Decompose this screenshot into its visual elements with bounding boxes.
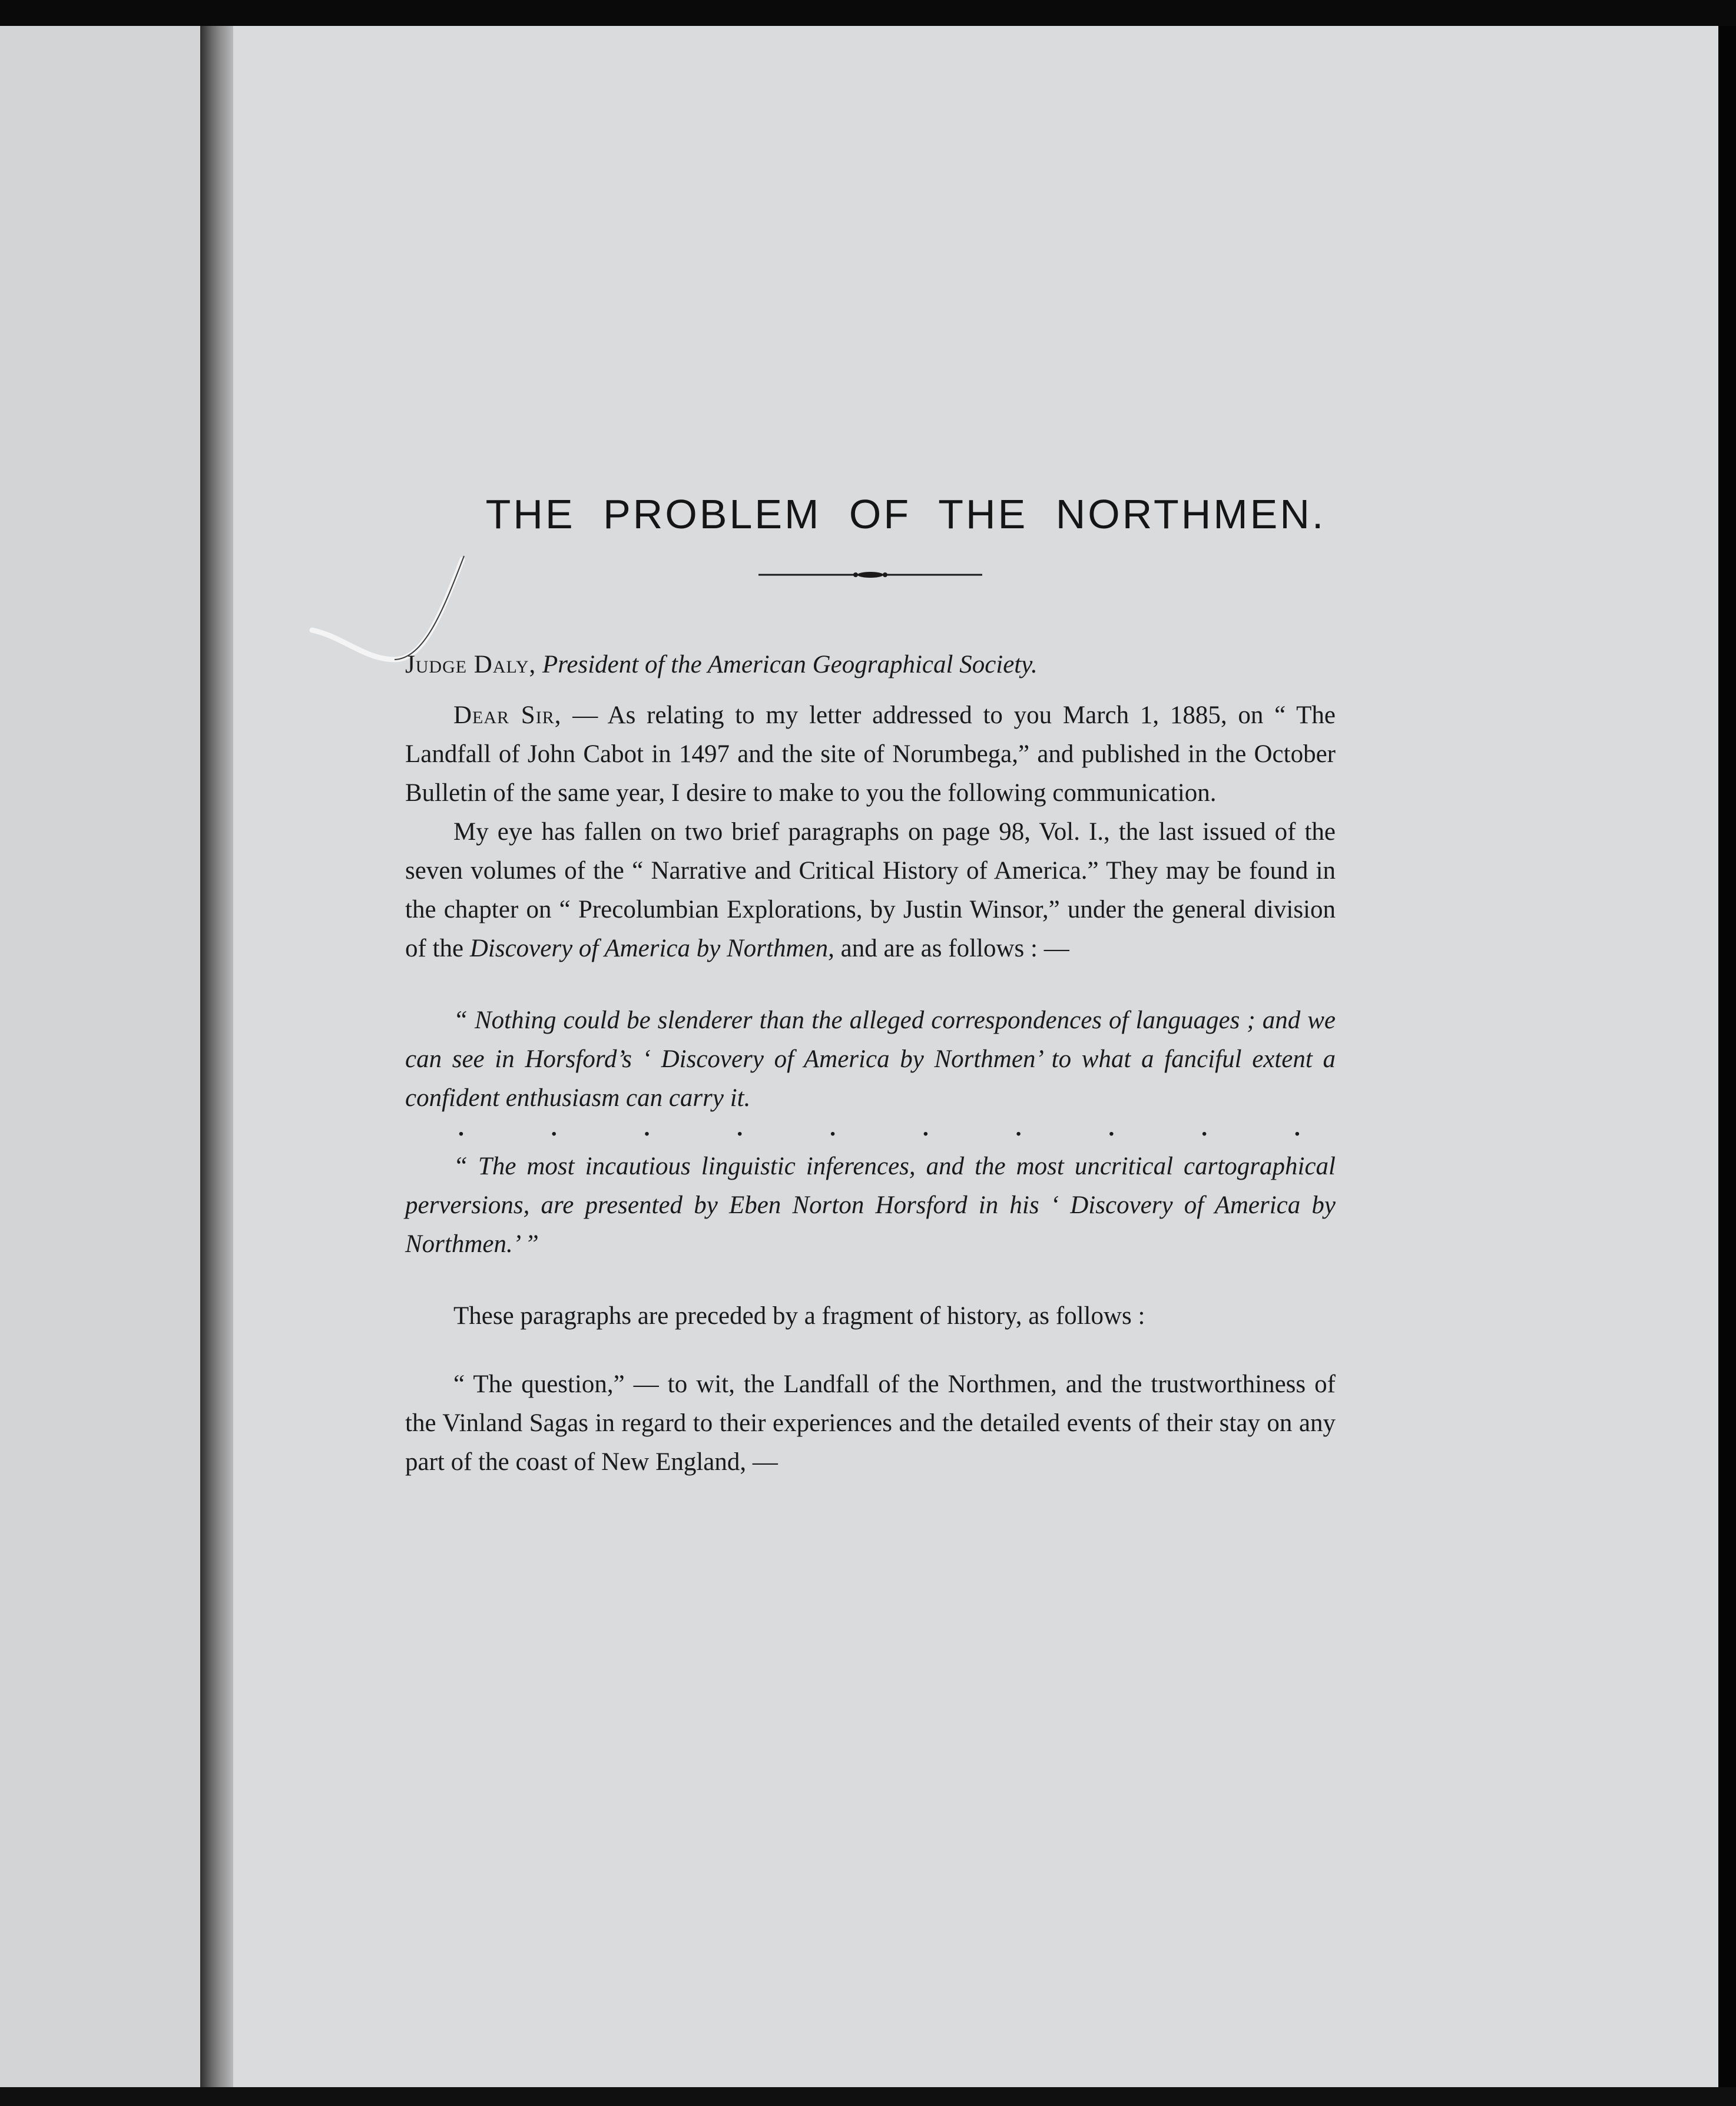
ellipsis-row	[405, 1114, 1336, 1141]
my-eye-text-b: and are as follows : —	[834, 935, 1069, 962]
ellipsis-dot: .	[458, 1114, 464, 1141]
ellipsis-dot: .	[1201, 1114, 1208, 1141]
quote-most-incautious: “ The most incautious linguistic inferences, and the most uncritical cartographical perversions, are presented by Eben Norton Horsford in his ‘ Discovery of America by Northmen.’ ”	[405, 1153, 1336, 1258]
ellipsis-dot: .	[830, 1114, 836, 1141]
ellipsis-dot: .	[644, 1114, 650, 1141]
bottom-edge-shadow	[0, 2087, 1736, 2106]
left-page	[0, 26, 200, 2087]
ellipsis-dot: .	[922, 1114, 929, 1141]
page-title: THE PROBLEM OF THE NORTHMEN.	[485, 491, 1326, 537]
ellipsis-dot: .	[737, 1114, 743, 1141]
page-text	[405, 491, 1336, 1482]
ellipsis-dot: .	[1108, 1114, 1115, 1141]
quote-nothing-could-be: “ Nothing could be slenderer than the alleged correspondences of languages ; and we can see in Horsford’s ‘ Discovery of America by Northmen’ to what a fanciful extent a confident enthusiasm can carry it.	[405, 1006, 1336, 1112]
title-ornament-rule	[758, 569, 982, 581]
dear-sir-text: — As relating to my letter addressed to you March 1, 1885, on “ The Landfall of John Cabot in 1497 and the site of Norumbega,” and published in the October Bulletin of the same year, I desire to make to you the following communication.	[405, 701, 1336, 807]
ellipsis-dot: .	[1015, 1114, 1022, 1141]
ellipsis-dot: .	[1294, 1114, 1300, 1141]
my-eye-text-a: My eye has fallen on two brief paragraphs on page 98, Vol. I., the last issued of the seven volumes of the “ Narrative and Critical History of America.” They may be found in the chapter on “ Precolumbian Explorations, by Justin Winsor,” under the general division of the	[405, 818, 1336, 962]
salutation-line	[405, 645, 1336, 684]
page-edge-shadow	[1718, 26, 1736, 2106]
paragraph-the-question: “ The question,” — to wit, the Landfall of the Northmen, and the trustworthiness of the Vinland Sagas in regard to their experiences and the detailed events of their stay on any part of the coast of New England, —	[405, 1370, 1336, 1476]
salutation-name: Judge Daly,	[405, 651, 536, 678]
dear-sir-lead: Dear Sir,	[453, 701, 562, 729]
ellipsis-dot: .	[551, 1114, 557, 1141]
salutation-role: President of the American Geographical Society.	[542, 651, 1038, 678]
paragraph-these-paragraphs: These paragraphs are preceded by a fragment of history, as follows :	[453, 1302, 1145, 1330]
book-spine	[200, 26, 233, 2087]
paragraph-dear-sir	[405, 696, 1336, 813]
my-eye-italic: Discovery of America by Northmen,	[469, 935, 834, 962]
paragraph-my-eye	[405, 813, 1336, 968]
